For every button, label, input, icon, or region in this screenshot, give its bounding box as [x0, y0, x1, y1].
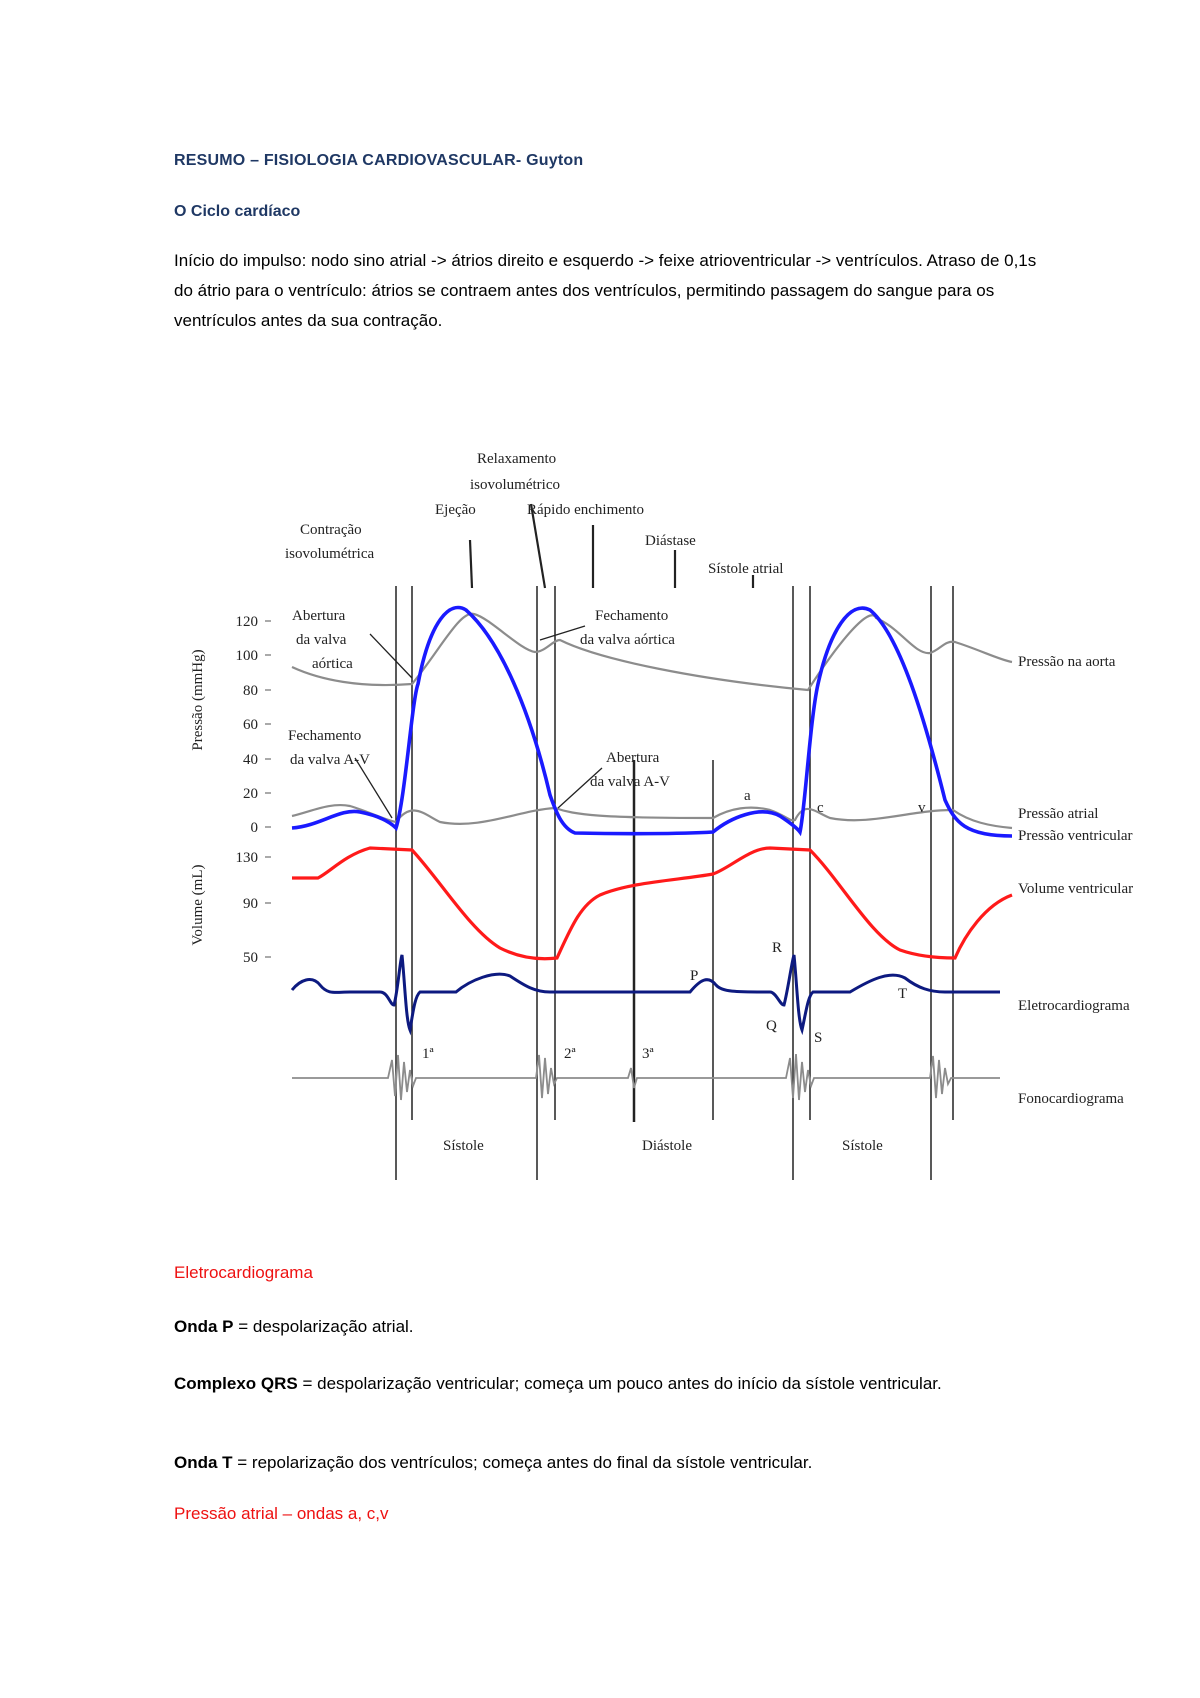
ecg-letter-s: S	[814, 1030, 823, 1046]
tick-50: 50	[243, 950, 258, 966]
label-relaxamento: Relaxamento	[477, 451, 557, 467]
phase-diastole: Diástole	[642, 1138, 692, 1154]
label-contracao: Contração	[300, 522, 362, 538]
tick-60: 60	[243, 717, 258, 733]
annot-abertura-av-2: da valva A-V	[590, 774, 670, 790]
ecg-letter-r: R	[772, 940, 783, 956]
label-ejecao: Ejeção	[435, 502, 476, 518]
legend-ventricular-volume: Volume ventricular	[1018, 881, 1134, 897]
onda-t-text: = repolarização dos ventrículos; começa antes do final da sístole ventricular.	[232, 1453, 813, 1472]
tick-120: 120	[235, 614, 258, 630]
tick-90: 90	[243, 896, 258, 912]
label-isovolumetrico: isovolumétrico	[470, 477, 560, 493]
phase-sistole-1: Sístole	[443, 1138, 484, 1154]
legend-atrial-pressure: Pressão atrial	[1018, 806, 1099, 822]
section-heading-ecg: Eletrocardiograma	[174, 1263, 313, 1282]
note-onda-p	[174, 1317, 1054, 1337]
label-rapido-enchimento: Rápido enchimento	[527, 502, 645, 518]
tick-40: 40	[243, 752, 258, 768]
heart-sound-2: 2ª	[564, 1046, 576, 1062]
legend-phonocardiogram: Fonocardiograma	[1018, 1091, 1124, 1107]
phase-sistole-2: Sístole	[842, 1138, 883, 1154]
heart-sound-1: 1ª	[422, 1046, 434, 1062]
ecg-letter-p: P	[690, 968, 699, 984]
aortic-pressure-curve	[292, 614, 1012, 690]
onda-p-label: Onda P	[174, 1317, 234, 1336]
note-qrs	[174, 1368, 1054, 1400]
wave-a: a	[744, 788, 751, 804]
annot-fechamento-aortica-1: Fechamento	[595, 608, 669, 624]
ecg-curve	[292, 955, 1000, 1030]
tick-130: 130	[235, 850, 258, 866]
annot-abertura-aortica-2: da valva	[296, 632, 347, 648]
qrs-label: Complexo QRS	[174, 1374, 298, 1393]
annot-fechamento-av-1: Fechamento	[288, 728, 362, 744]
ecg-letter-q: Q	[766, 1018, 777, 1034]
tick-80: 80	[243, 683, 258, 699]
annot-abertura-aortica-1: Abertura	[292, 608, 346, 624]
note-onda-t	[174, 1453, 1054, 1473]
wave-v: v	[918, 800, 926, 816]
legend-ecg: Eletrocardiograma	[1018, 998, 1130, 1014]
annot-fechamento-av-2: da valva A-V	[290, 752, 370, 768]
tick-20: 20	[243, 786, 258, 802]
annot-abertura-av-1: Abertura	[606, 750, 660, 766]
tick-100: 100	[235, 648, 258, 664]
ventricular-volume-curve	[292, 848, 1012, 959]
page-title: RESUMO – FISIOLOGIA CARDIOVASCULAR- Guyton	[174, 152, 584, 169]
label-sistole-atrial: Sístole atrial	[708, 561, 784, 577]
phase-lines	[396, 586, 953, 1180]
wave-c: c	[817, 800, 824, 816]
onda-t-label: Onda T	[174, 1453, 233, 1472]
pressure-axis-label: Pressão (mmHg)	[190, 649, 206, 751]
volume-axis-label: Volume (mL)	[190, 864, 206, 946]
onda-p-text: = despolarização atrial.	[233, 1317, 414, 1336]
annot-abertura-aortica-3: aórtica	[312, 656, 353, 672]
section-heading-cardiac-cycle: O Ciclo cardíaco	[174, 203, 301, 220]
ecg-letter-t: T	[898, 986, 908, 1002]
legend-ventricular-pressure: Pressão ventricular	[1018, 828, 1133, 844]
section-heading-atrial-pressure: Pressão atrial – ondas a, c,v	[174, 1504, 389, 1523]
intro-text: Início do impulso: nodo sino atrial -> átrios direito e esquerdo -> feixe atrioventricular -> ventrículos. Atraso de 0,1s do átrio para o ventrículo: átrios se contraem antes dos ventrículos, permitindo passagem do sangue para os ventrículos antes da sua contração.	[174, 251, 1037, 330]
heart-sound-3: 3ª	[642, 1046, 654, 1062]
qrs-text: = despolarização ventricular; começa um pouco antes do início da sístole ventricular.	[297, 1374, 942, 1393]
legend-aortic-pressure: Pressão na aorta	[1018, 654, 1116, 670]
tick-0: 0	[250, 820, 258, 836]
pressure-ticks	[236, 614, 259, 836]
label-isovolumetrica: isovolumétrica	[285, 546, 375, 562]
annot-fechamento-aortica-2: da valva aórtica	[580, 632, 675, 648]
label-diastase: Diástase	[645, 533, 696, 549]
